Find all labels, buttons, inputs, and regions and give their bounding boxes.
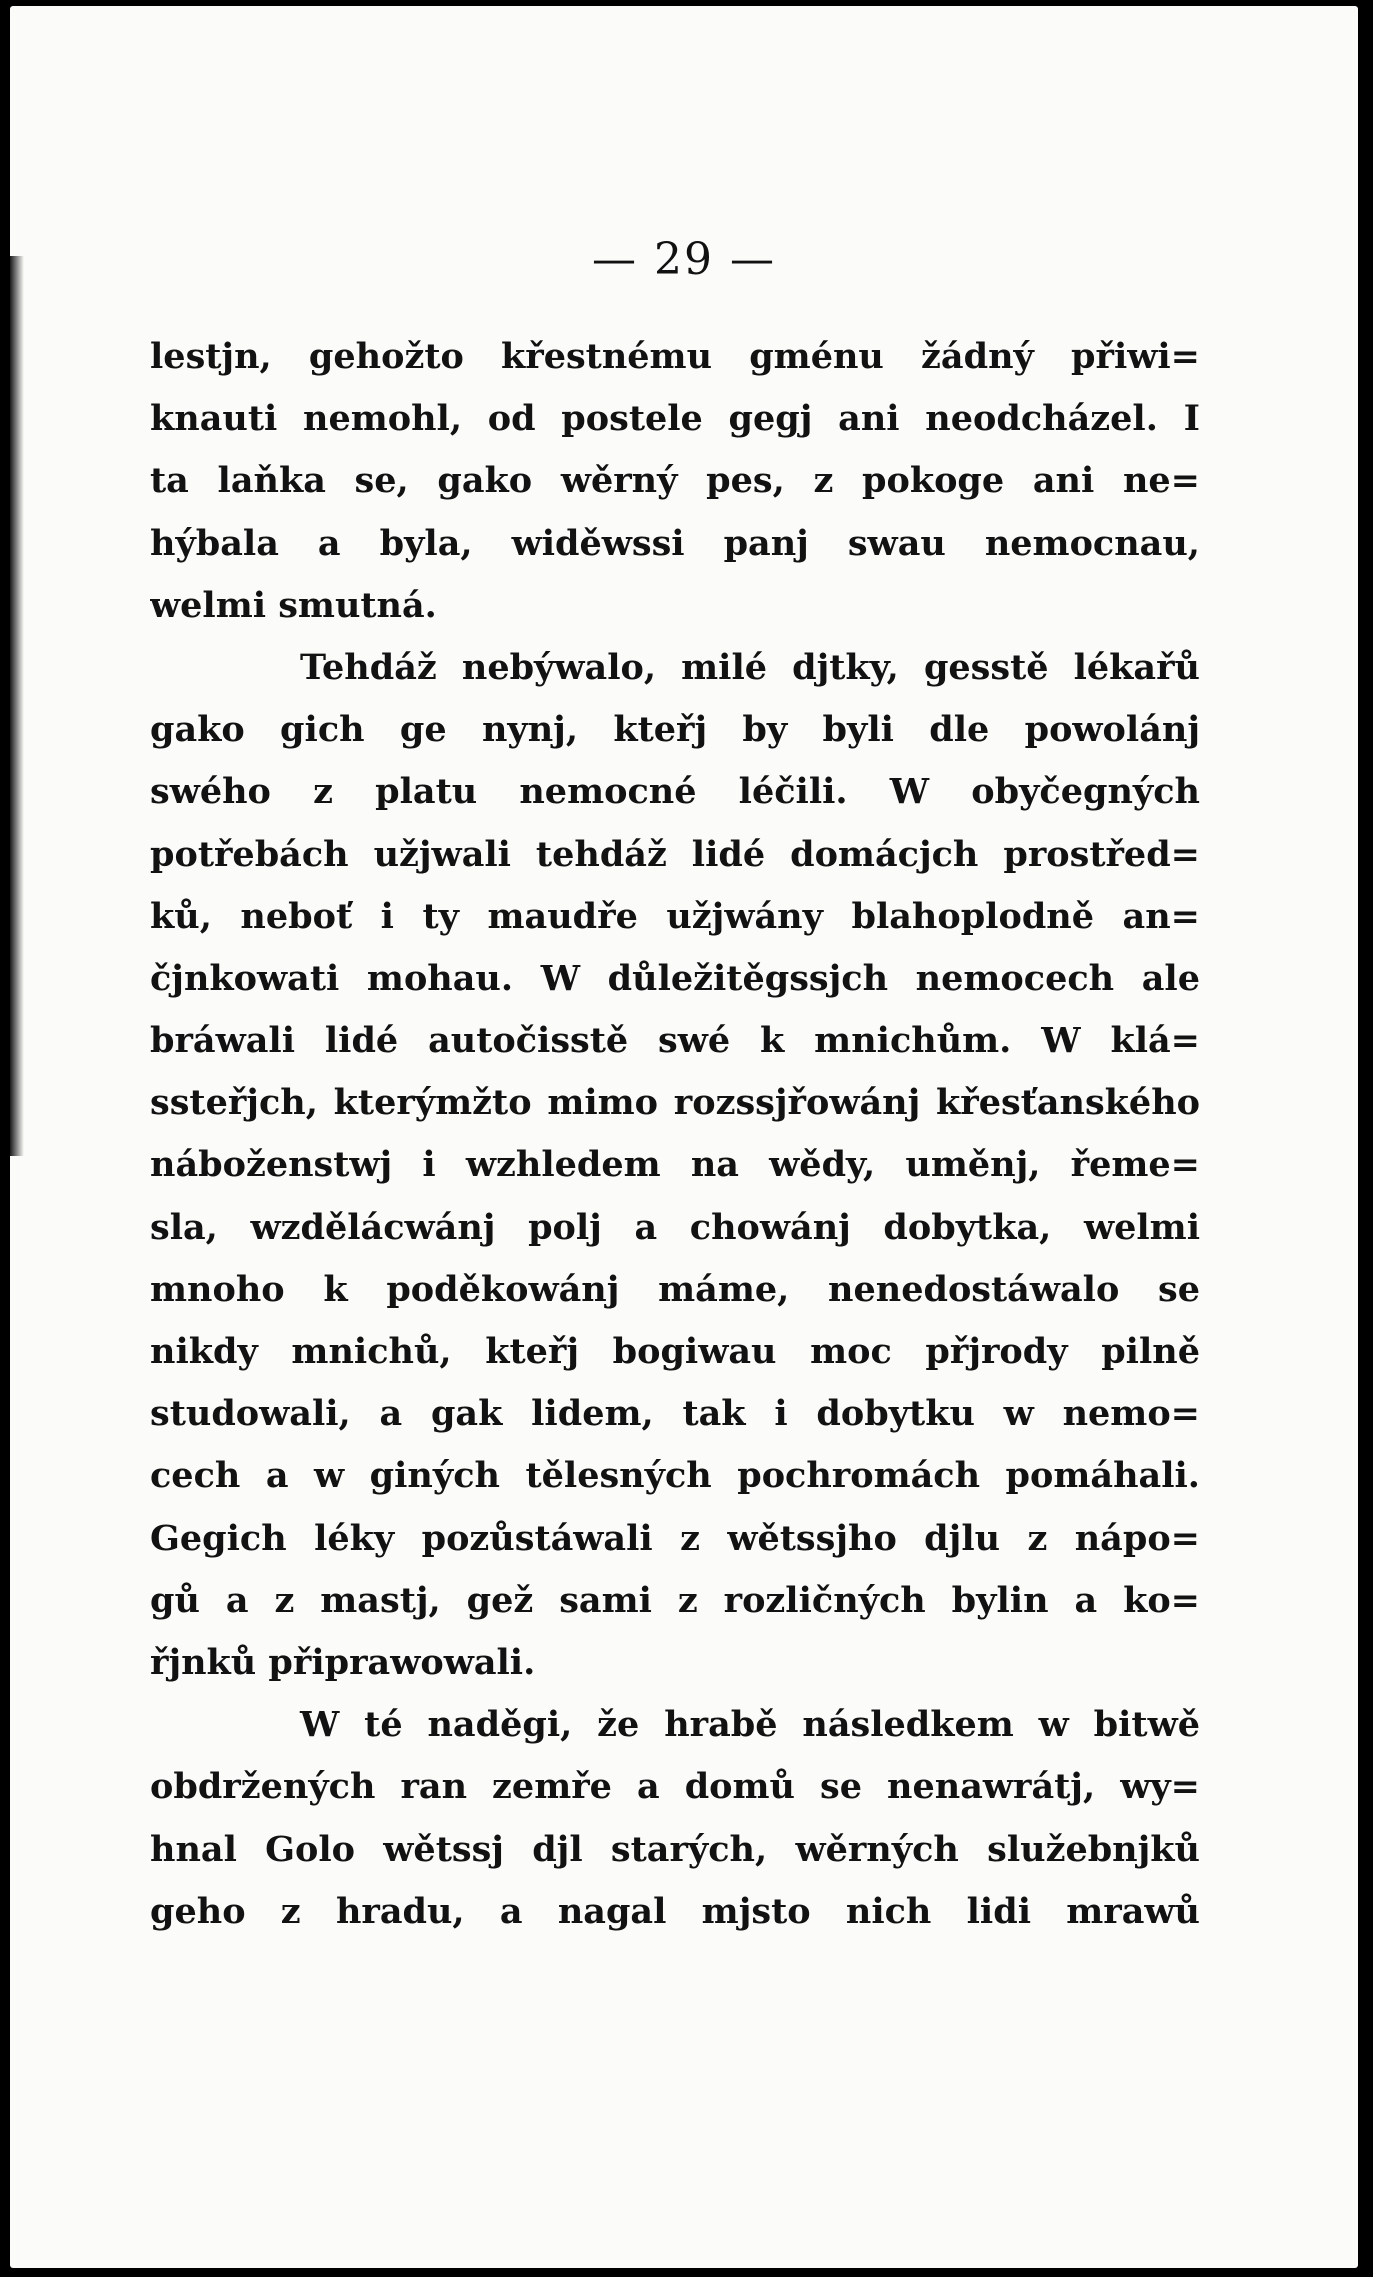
text-line: cech a w giných tělesných pochromách pomáhali. <box>150 1455 1200 1497</box>
text-line: hnal Golo wětssj djl starých, wěrných služebnjků <box>150 1828 1200 1870</box>
paragraph-start-line: Tehdáž nebýwalo, milé djtky, gesstě lékařů <box>300 646 1200 688</box>
page-number: — 29 — <box>592 234 776 285</box>
text-line: ssteřjch, kterýmžto mimo rozssjřowánj křesťanského <box>150 1082 1200 1124</box>
text-line: čjnkowati mohau. W důležitěgssjch nemocech ale <box>150 957 1200 999</box>
text-line: hýbala a byla, widěwssi panj swau nemocnau, <box>150 522 1200 564</box>
text-line: gů a z mastj, gež sami z rozličných bylin a ko= <box>150 1579 1200 1621</box>
text-line: gako gich ge nynj, kteřj by byli dle powolánj <box>150 709 1200 751</box>
text-line: ta laňka se, gako wěrný pes, z pokoge ani ne= <box>150 460 1200 502</box>
text-line: obdržených ran zemře a domů se nenawrátj, wy= <box>150 1766 1200 1808</box>
text-line: studowali, a gak lidem, tak i dobytku w nemo= <box>150 1393 1200 1435</box>
body-text <box>150 326 1200 1943</box>
text-line: geho z hradu, a nagal mjsto nich lidi mrawů <box>150 1890 1200 1932</box>
paragraph-start-line: W té naděgi, že hrabě následkem w bitwě <box>300 1704 1200 1746</box>
text-line: sla, wzdělácwánj polj a chowánj dobytka, welmi <box>150 1206 1200 1248</box>
text-line: potřebách užjwali tehdáž lidé domácjch prostřed= <box>150 833 1200 875</box>
text-line: swého z platu nemocné léčili. W obyčegných <box>150 771 1200 813</box>
text-line: řjnků připrawowali. <box>150 1641 536 1683</box>
text-line: mnoho k poděkowánj máme, nenedostáwalo se <box>150 1268 1200 1310</box>
text-line: nikdy mnichů, kteřj bogiwau moc přjrody pilně <box>150 1331 1200 1372</box>
text-line: ků, neboť i ty maudře užjwány blahoplodně an= <box>150 895 1200 937</box>
text-line: lestjn, gehožto křestnému gménu žádný přiwi= <box>150 336 1200 377</box>
text-line: náboženstwj i wzhledem na wědy, uměnj, řeme= <box>150 1144 1200 1186</box>
text-line: welmi smutná. <box>150 584 437 626</box>
text-line: Gegich léky pozůstáwali z wětssjho djlu z nápo= <box>150 1517 1200 1559</box>
text-line: knauti nemohl, od postele gegj ani neodcházel. I <box>150 398 1200 440</box>
text-line: bráwali lidé autočisstě swé k mnichům. W klá= <box>150 1020 1200 1062</box>
page-fold-shadow <box>10 256 24 1156</box>
book-page <box>10 6 1358 2268</box>
